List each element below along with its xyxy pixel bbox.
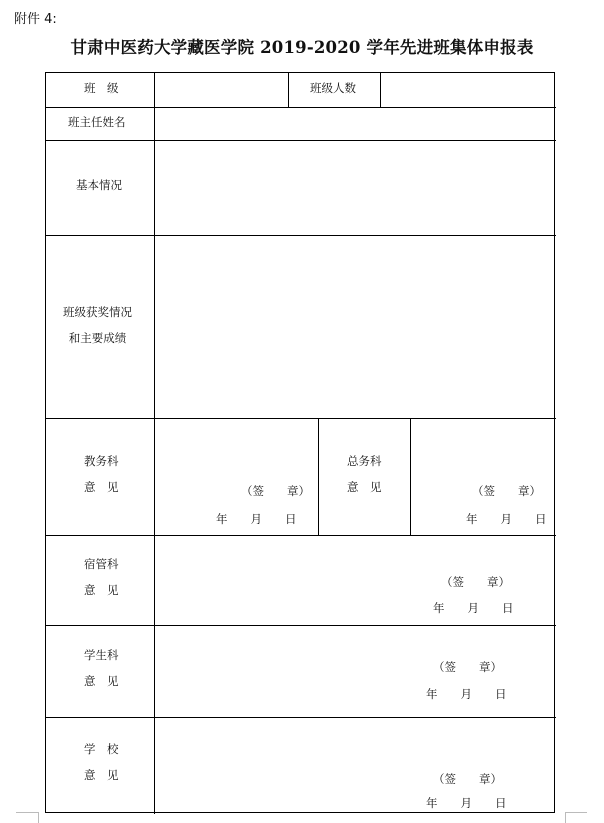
dormitory-label-line1: 宿管科 <box>84 557 119 571</box>
crop-mark <box>38 812 39 823</box>
row-divider <box>46 140 556 141</box>
general-affairs-label <box>347 456 382 508</box>
label-column-divider <box>154 73 155 814</box>
row-divider <box>46 625 556 626</box>
student-affairs-label-line1: 学生科 <box>84 648 119 662</box>
academic-affairs-seal: （签 章） <box>241 484 310 498</box>
general-affairs-label-line1: 总务科 <box>347 454 382 468</box>
row-divider <box>46 235 556 236</box>
school-label <box>84 744 119 796</box>
crop-mark <box>565 812 587 813</box>
dormitory-label <box>84 559 119 611</box>
dormitory-seal: （签 章） <box>441 575 510 589</box>
student-affairs-seal: （签 章） <box>433 660 502 674</box>
school-label-line2: 意 见 <box>84 768 119 782</box>
school-label-line1: 学 校 <box>84 742 119 756</box>
academic-affairs-date: 年 月 日 <box>216 512 297 526</box>
general-affairs-seal: （签 章） <box>472 484 541 498</box>
crop-mark <box>565 812 566 823</box>
general-affairs-date: 年 月 日 <box>466 512 547 526</box>
school-seal: （签 章） <box>433 772 502 786</box>
dormitory-date: 年 月 日 <box>433 601 514 615</box>
annex-label: 附件 4: <box>14 12 57 27</box>
head-teacher-label: 班主任姓名 <box>68 115 126 129</box>
awards-field[interactable] <box>156 237 554 417</box>
awards-label-line1: 班级获奖情况 <box>63 305 132 319</box>
student-affairs-label <box>84 650 119 702</box>
dormitory-label-line2: 意 见 <box>84 583 119 597</box>
awards-label-line2: 和主要成绩 <box>68 331 127 345</box>
class-size-field[interactable] <box>382 74 554 106</box>
row-divider <box>46 717 556 718</box>
class-field[interactable] <box>156 74 287 106</box>
general-affairs-label-line2: 意 见 <box>347 480 382 494</box>
school-date: 年 月 日 <box>426 796 507 810</box>
column-divider <box>288 73 289 107</box>
column-divider <box>380 73 381 107</box>
basic-info-label: 基本情况 <box>76 178 122 192</box>
class-label: 班 级 <box>84 81 119 95</box>
column-divider <box>318 418 319 535</box>
crop-mark <box>16 812 38 813</box>
form-title: 甘肃中医药大学藏医学院 2019-2020 学年先进班集体申报表 <box>70 38 534 57</box>
academic-affairs-label-line1: 教务科 <box>84 454 119 468</box>
academic-affairs-label <box>84 456 119 508</box>
awards-label <box>63 307 132 359</box>
head-teacher-field[interactable] <box>156 109 554 139</box>
application-form-table <box>45 72 555 813</box>
class-size-label: 班级人数 <box>310 81 356 95</box>
academic-affairs-label-line2: 意 见 <box>84 480 119 494</box>
row-divider <box>46 107 556 108</box>
basic-info-field[interactable] <box>156 142 554 234</box>
row-divider <box>46 418 556 419</box>
column-divider <box>410 418 411 535</box>
student-affairs-date: 年 月 日 <box>426 687 507 701</box>
row-divider <box>46 535 556 536</box>
student-affairs-label-line2: 意 见 <box>84 674 119 688</box>
